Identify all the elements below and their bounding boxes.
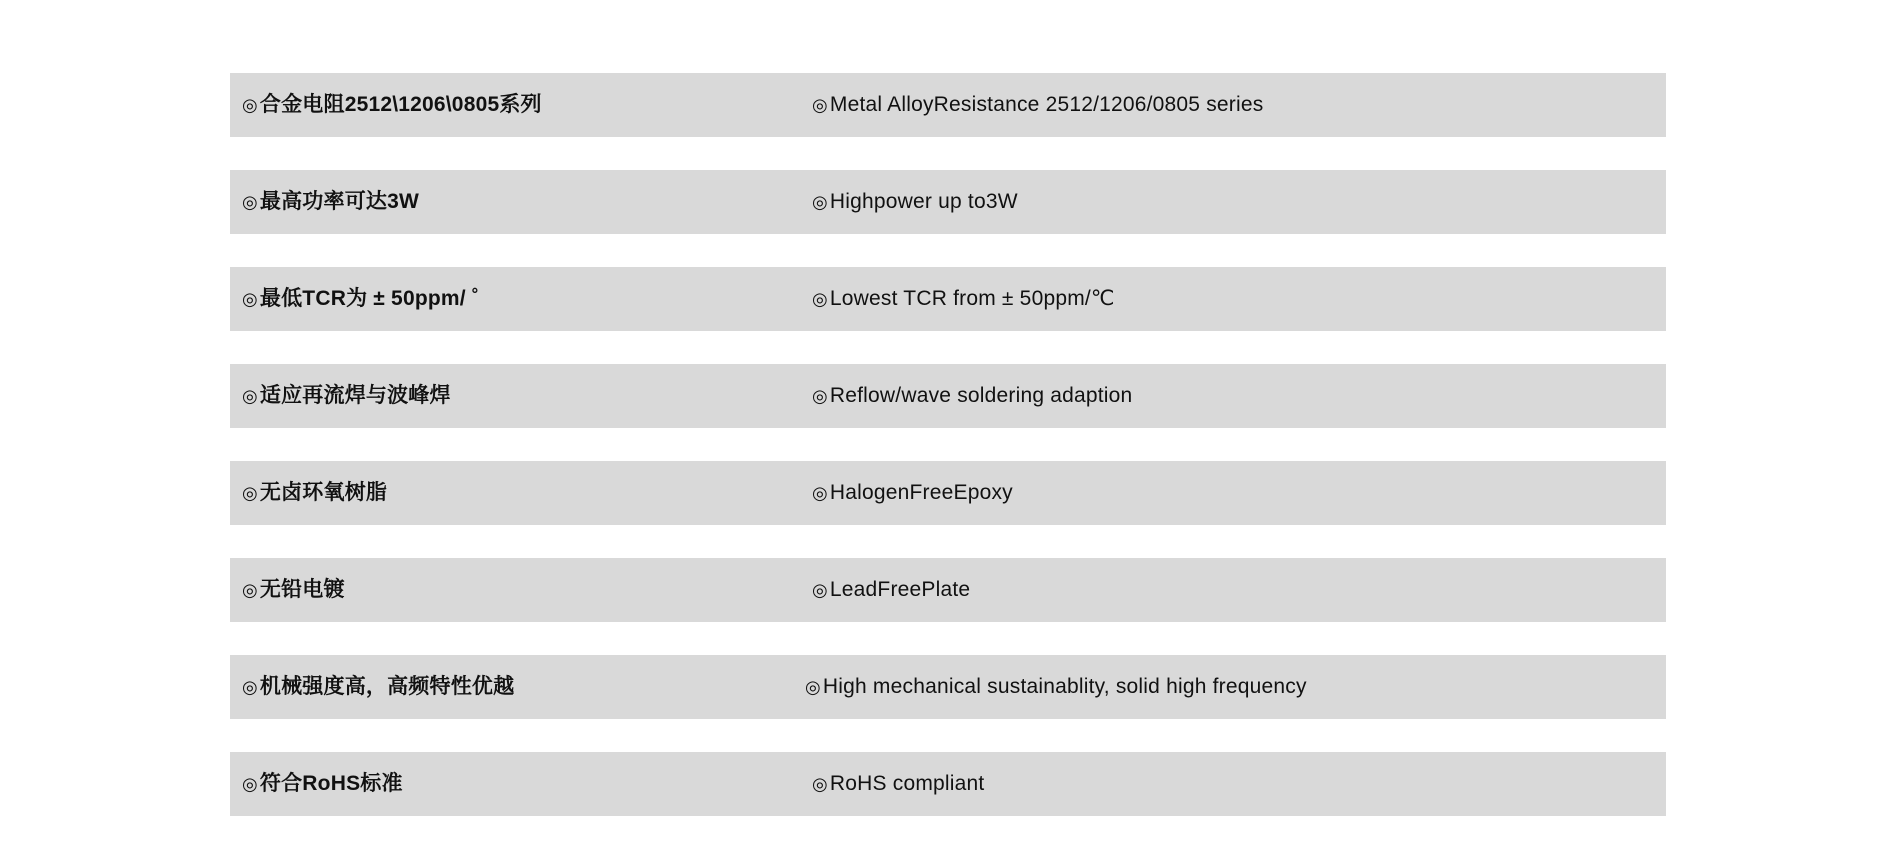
feature-en bbox=[805, 655, 1307, 719]
feature-row bbox=[230, 170, 1666, 234]
feature-zh bbox=[242, 267, 479, 331]
feature-zh-text: 无卤环氧树脂 bbox=[259, 481, 388, 504]
feature-en-text: RoHS compliant bbox=[829, 772, 985, 795]
feature-zh bbox=[242, 461, 387, 525]
feature-en-text: Lowest TCR from ± 50ppm/℃ bbox=[829, 287, 1115, 310]
bullet-icon: ◎ bbox=[242, 386, 258, 406]
bullet-icon: ◎ bbox=[812, 95, 828, 115]
feature-en bbox=[812, 752, 984, 816]
feature-en bbox=[812, 364, 1132, 428]
feature-en-text: LeadFreePlate bbox=[829, 578, 971, 601]
feature-zh-text: 无铅电镀 bbox=[259, 578, 345, 601]
feature-en-text: HalogenFreeEpoxy bbox=[829, 481, 1013, 504]
feature-en-text: Highpower up to3W bbox=[829, 190, 1018, 213]
bullet-icon: ◎ bbox=[812, 192, 828, 212]
feature-row bbox=[230, 752, 1666, 816]
bullet-icon: ◎ bbox=[242, 677, 258, 697]
feature-zh-text: 合金电阻2512\1206\0805系列 bbox=[259, 93, 542, 116]
feature-list bbox=[230, 73, 1666, 816]
feature-en bbox=[812, 461, 1013, 525]
bullet-icon: ◎ bbox=[242, 289, 258, 309]
feature-en-text: High mechanical sustainablity, solid high frequency bbox=[822, 675, 1307, 698]
feature-zh-text: 适应再流焊与波峰焊 bbox=[259, 384, 451, 407]
bullet-icon: ◎ bbox=[812, 580, 828, 600]
feature-zh bbox=[242, 170, 419, 234]
bullet-icon: ◎ bbox=[812, 386, 828, 406]
feature-en bbox=[812, 73, 1263, 137]
feature-row bbox=[230, 655, 1666, 719]
bullet-icon: ◎ bbox=[805, 677, 821, 697]
bullet-icon: ◎ bbox=[242, 580, 258, 600]
feature-row bbox=[230, 558, 1666, 622]
feature-zh-text: 最高功率可达3W bbox=[259, 190, 420, 213]
feature-en bbox=[812, 558, 970, 622]
feature-en-text: Metal AlloyResistance 2512/1206/0805 series bbox=[829, 93, 1264, 116]
feature-zh bbox=[242, 73, 542, 137]
feature-en bbox=[812, 170, 1018, 234]
bullet-icon: ◎ bbox=[242, 774, 258, 794]
feature-zh-text: 机械强度高，高频特性优越 bbox=[259, 675, 515, 698]
feature-zh bbox=[242, 752, 403, 816]
bullet-icon: ◎ bbox=[242, 192, 258, 212]
bullet-icon: ◎ bbox=[242, 95, 258, 115]
feature-row bbox=[230, 267, 1666, 331]
feature-row bbox=[230, 364, 1666, 428]
feature-row bbox=[230, 73, 1666, 137]
bullet-icon: ◎ bbox=[812, 289, 828, 309]
bullet-icon: ◎ bbox=[812, 774, 828, 794]
feature-zh-text: 最低TCR为 ± 50ppm/ ˚ bbox=[259, 287, 480, 310]
feature-row bbox=[230, 461, 1666, 525]
bullet-icon: ◎ bbox=[242, 483, 258, 503]
feature-en-text: Reflow/wave soldering adaption bbox=[829, 384, 1133, 407]
bullet-icon: ◎ bbox=[812, 483, 828, 503]
feature-zh bbox=[242, 655, 514, 719]
feature-zh bbox=[242, 558, 345, 622]
feature-zh bbox=[242, 364, 451, 428]
feature-en bbox=[812, 267, 1115, 331]
feature-zh-text: 符合RoHS标准 bbox=[259, 772, 403, 795]
